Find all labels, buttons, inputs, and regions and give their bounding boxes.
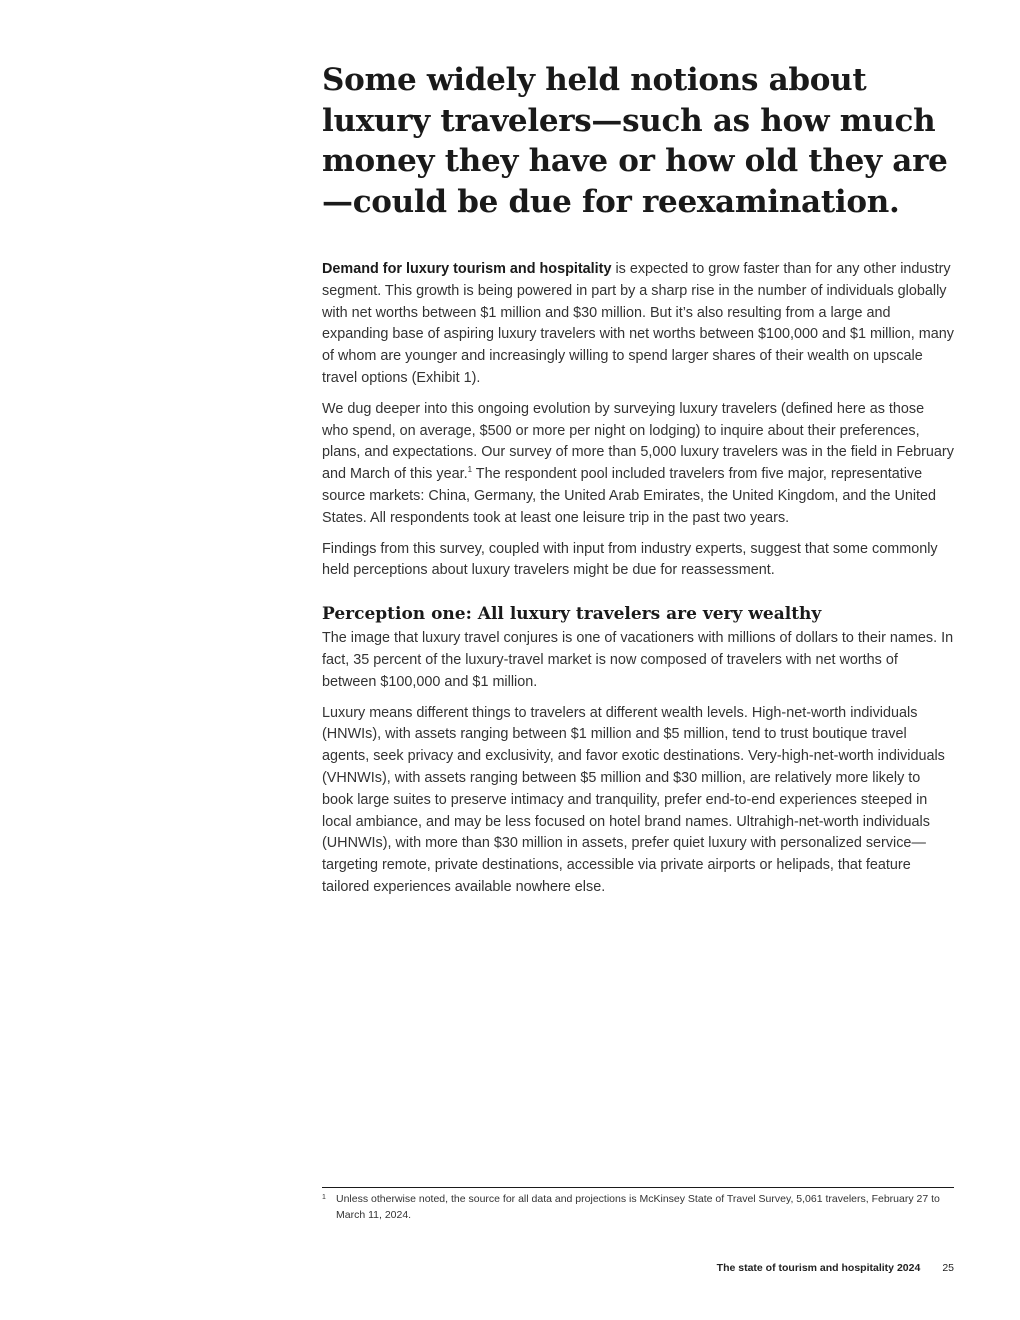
- publication-title: The state of tourism and hospitality 2024: [716, 1262, 921, 1274]
- headline: Some widely held notions about luxury travelers—such as how much money they have or how old they are—could be due for reexamination.: [322, 62, 948, 220]
- paragraph-survey: [322, 399, 954, 530]
- article-body: [322, 60, 954, 908]
- paragraph-findings: Findings from this survey, coupled with input from industry experts, suggest that some commonly held perceptions about luxury travelers might be due for reassessment.: [322, 540, 938, 579]
- survey-text-end: The respondent pool included travelers from five major, representative source markets: China, Germany, the United Arab Emirates, the United Kingdom, and the United States. All respondents took at least one leisure trip in the past two years.: [322, 466, 937, 526]
- paragraph-intro: [322, 259, 954, 390]
- footnote-number: 1: [322, 1194, 326, 1201]
- paragraph-perception-one: The image that luxury travel conjures is one of vacationers with millions of dollars to their names. In fact, 35 percent of the luxury-travel market is now composed of travelers with net worths of between $100,000 and $1 million.: [322, 630, 954, 690]
- intro-lead-phrase: Demand for luxury tourism and hospitality: [322, 261, 612, 277]
- footnote-reference: 1: [467, 465, 473, 475]
- page-number: 25: [942, 1262, 954, 1274]
- footnote: [322, 1187, 954, 1223]
- survey-text-start: We dug deeper into this ongoing evolution by surveying luxury travelers (defined here as those who spend, on average, $500 or more per night on lodging) to inquire about their preferences, plans, and expectations. Our survey of more than 5,000 luxury travelers was in the field in February and March of this year.: [322, 400, 954, 483]
- footnote-text: Unless otherwise noted, the source for all data and projections is McKinsey State of Travel Survey, 5,061 travelers, February 27 to March 11, 2024.: [336, 1193, 940, 1221]
- page-footer: [717, 1262, 954, 1274]
- paragraph-wealth-levels: Luxury means different things to travelers at different wealth levels. High-net-worth individuals (HNWIs), with assets ranging between $1 million and $5 million, tend to trust boutique travel agents, seek privacy and exclusivity, and favor exotic destinations. Very-high-net-worth individuals (VHNWIs), with assets ranging between $5 million and $30 million, are relatively more likely to book large suites to preserve intimacy and tranquility, prefer end-to-end experiences steeped in local ambiance, and may be less focused on hotel brand names. Ultrahigh-net-worth individuals (UHNWIs), with more than $30 million in assets, prefer quiet luxury with personalized service—targeting remote, private destinations, accessible via private airports or helipads, that feature tailored experiences available nowhere else.: [322, 704, 945, 895]
- intro-text: is expected to grow faster than for any other industry segment. This growth is being powered in part by a sharp rise in the number of individuals globally with net worths between $1 million and $30 million. But it’s also resulting from a large and expanding base of aspiring luxury travelers with net worths between $100,000 and $1 million, many of whom are younger and increasingly willing to spend larger shares of their wealth on upscale travel options (Exhibit 1).: [322, 261, 954, 386]
- section-subheading: Perception one: All luxury travelers are very wealthy: [322, 604, 822, 625]
